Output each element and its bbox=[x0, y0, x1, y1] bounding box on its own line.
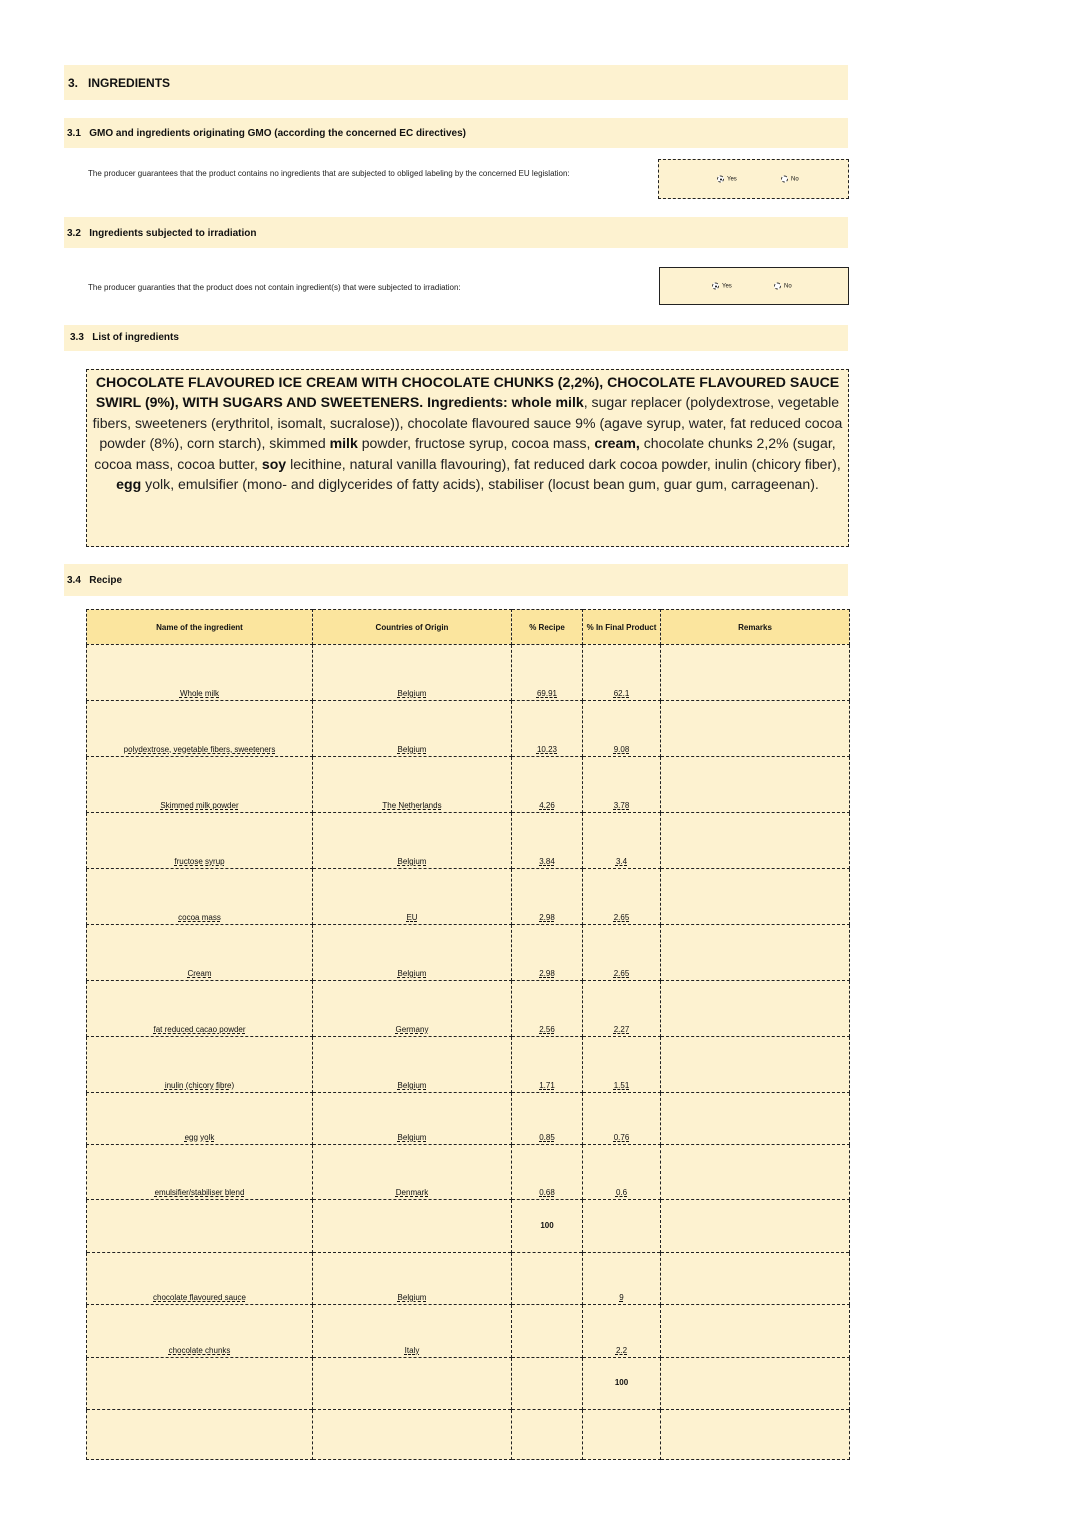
gmo-yes-option[interactable] bbox=[717, 176, 737, 183]
ingredient-name-cell bbox=[87, 1253, 313, 1305]
ingredients-list-header-band bbox=[64, 325, 848, 351]
remarks-cell bbox=[661, 869, 850, 925]
origin-cell bbox=[313, 925, 512, 981]
final-percent-cell bbox=[583, 813, 661, 869]
cell-text: fat reduced cacao powder bbox=[153, 1025, 246, 1034]
gmo-number: 3.1 bbox=[67, 128, 81, 139]
cell-text: 0.6 bbox=[615, 1188, 628, 1197]
remarks-cell bbox=[661, 1037, 850, 1093]
final-percent-cell bbox=[583, 1200, 661, 1253]
gmo-no-option[interactable] bbox=[781, 176, 799, 183]
cell-text: Belgium bbox=[397, 969, 427, 978]
recipe-percent-cell bbox=[512, 869, 583, 925]
cell-text: Belgium bbox=[397, 689, 427, 698]
final-percent-cell bbox=[583, 701, 661, 757]
ingredient-name-cell bbox=[87, 1305, 313, 1358]
ingredient-bold-text: soy bbox=[261, 455, 287, 472]
cell-text: Denmark bbox=[395, 1188, 429, 1197]
table-row bbox=[87, 869, 850, 925]
cell-text: Germany bbox=[395, 1025, 429, 1034]
gmo-yes-label: Yes bbox=[727, 176, 737, 182]
ingredient-bold-text: milk bbox=[329, 435, 358, 452]
ingredient-name-cell bbox=[87, 1145, 313, 1200]
table-row bbox=[87, 1253, 850, 1305]
ingredient-text: powder, fructose syrup, cocoa mass, bbox=[357, 435, 595, 452]
ingredient-bold-text: egg bbox=[116, 476, 142, 493]
recipe-table bbox=[86, 609, 850, 1460]
table-row bbox=[87, 1305, 850, 1358]
ingredient-text: , sugar replacer (polydextrose, vegetable fibers, sweeteners (erythritol, isomalt, sucralose)), chocolate flavoured sauce 9% (agave syrup, water, fat reduced cocoa powder (8%), corn starch), skimmed bbox=[92, 394, 843, 452]
irradiation-title bbox=[67, 228, 257, 239]
recipe-title-text: Recipe bbox=[89, 575, 123, 586]
origin-cell bbox=[313, 813, 512, 869]
cell-text: chocolate flavoured sauce bbox=[153, 1293, 246, 1302]
ingredient-name-cell bbox=[87, 645, 313, 701]
ingredient-bold-text: CHOCOLATE FLAVOURED ICE CREAM WITH CHOCOLATE CHUNKS (2,2%), CHOCOLATE FLAVOURED SAUCE SWIRL (9%), WITH SUGARS AND SWEETENERS. Ingredients: whole milk bbox=[95, 374, 840, 411]
recipe-header-row bbox=[87, 610, 850, 645]
cell-text: 2.65 bbox=[613, 913, 630, 922]
cell-text: 69.91 bbox=[536, 689, 558, 698]
cell-text: Belgium bbox=[397, 745, 427, 754]
table-row bbox=[87, 813, 850, 869]
gmo-radio-group bbox=[658, 159, 849, 199]
origin-cell bbox=[313, 1253, 512, 1305]
cell-text: emulsifier/stabiliser blend bbox=[154, 1188, 245, 1197]
cell-text: 0.68 bbox=[539, 1188, 555, 1197]
cell-text: 2.98 bbox=[539, 913, 555, 922]
cell-text: Belgium bbox=[397, 857, 427, 866]
recipe-percent-cell bbox=[512, 925, 583, 981]
radio-selected-icon[interactable] bbox=[712, 283, 719, 290]
irradiation-radio-group bbox=[659, 267, 849, 305]
origin-cell bbox=[313, 645, 512, 701]
remarks-cell bbox=[661, 1253, 850, 1305]
ingredient-name-cell bbox=[87, 981, 313, 1037]
gmo-title-text: GMO and ingredients originating GMO (according the concerned EC directives) bbox=[89, 128, 466, 139]
section-header-band bbox=[64, 65, 848, 100]
cell-text: chocolate chunks bbox=[168, 1346, 231, 1355]
remarks-cell bbox=[661, 925, 850, 981]
table-row bbox=[87, 645, 850, 701]
final-percent-cell bbox=[583, 981, 661, 1037]
recipe-percent-cell bbox=[512, 1093, 583, 1145]
cell-text: 0.76 bbox=[613, 1133, 630, 1142]
origin-cell bbox=[313, 1358, 512, 1410]
ingredient-name-cell bbox=[87, 813, 313, 869]
recipe-percent-cell bbox=[512, 1037, 583, 1093]
recipe-number: 3.4 bbox=[67, 575, 81, 586]
column-header-remarks: Remarks bbox=[661, 610, 850, 645]
ingredient-name-cell bbox=[87, 1093, 313, 1145]
cell-text: Cream bbox=[187, 969, 212, 978]
cell-text: Whole milk bbox=[179, 689, 220, 698]
radio-unselected-icon[interactable] bbox=[781, 176, 788, 183]
origin-cell bbox=[313, 869, 512, 925]
column-header-name: Name of the ingredient bbox=[87, 610, 313, 645]
cell-text: 3.78 bbox=[613, 801, 630, 810]
table-row bbox=[87, 701, 850, 757]
ingredients-list-number: 3.3 bbox=[70, 332, 84, 343]
column-header-final-percent: % In Final Product bbox=[583, 610, 661, 645]
radio-unselected-icon[interactable] bbox=[774, 283, 781, 290]
cell-text: egg yolk bbox=[184, 1133, 215, 1142]
final-percent-cell bbox=[583, 1145, 661, 1200]
cell-text: 2.56 bbox=[539, 1025, 555, 1034]
cell-text: 4.26 bbox=[539, 801, 555, 810]
cell-text: 100 bbox=[614, 1378, 629, 1387]
final-percent-cell bbox=[583, 1253, 661, 1305]
ingredient-name-cell bbox=[87, 1410, 313, 1460]
origin-cell bbox=[313, 1145, 512, 1200]
cell-text: 2.98 bbox=[539, 969, 555, 978]
recipe-percent-cell bbox=[512, 701, 583, 757]
cell-text: 1.71 bbox=[539, 1081, 555, 1090]
irradiation-statement: The producer guaranties that the product does not contain ingredient(s) that were subjected to irradiation: bbox=[88, 283, 461, 292]
irradiation-no-label: No bbox=[784, 283, 792, 289]
cell-text: Skimmed milk powder bbox=[160, 801, 239, 810]
origin-cell bbox=[313, 1037, 512, 1093]
cell-text: 10.23 bbox=[536, 745, 558, 754]
origin-cell bbox=[313, 701, 512, 757]
remarks-cell bbox=[661, 1093, 850, 1145]
final-percent-cell bbox=[583, 1037, 661, 1093]
origin-cell bbox=[313, 757, 512, 813]
origin-cell bbox=[313, 981, 512, 1037]
section-title-text: INGREDIENTS bbox=[88, 76, 171, 90]
cell-text: Belgium bbox=[397, 1081, 427, 1090]
empty-row bbox=[87, 1410, 850, 1460]
origin-cell bbox=[313, 1200, 512, 1253]
cell-text: 0.85 bbox=[539, 1133, 555, 1142]
cell-text: Belgium bbox=[397, 1133, 427, 1142]
column-header-recipe-percent: % Recipe bbox=[512, 610, 583, 645]
cell-text: The Netherlands bbox=[382, 801, 442, 810]
recipe-percent-cell bbox=[512, 1253, 583, 1305]
ingredient-bold-text: cream, bbox=[594, 435, 640, 452]
cell-text: fructose syrup bbox=[174, 857, 225, 866]
origin-cell bbox=[313, 1305, 512, 1358]
recipe-title bbox=[67, 575, 122, 586]
remarks-cell bbox=[661, 1410, 850, 1460]
irradiation-no-option[interactable] bbox=[774, 283, 792, 290]
remarks-cell bbox=[661, 1305, 850, 1358]
recipe-percent-cell bbox=[512, 1305, 583, 1358]
recipe-percent-cell bbox=[512, 813, 583, 869]
cell-text: 1.51 bbox=[613, 1081, 630, 1090]
remarks-cell bbox=[661, 1358, 850, 1410]
section-number: 3. bbox=[68, 76, 79, 90]
remarks-cell bbox=[661, 757, 850, 813]
cell-text: 2.27 bbox=[613, 1025, 630, 1034]
recipe-percent-cell bbox=[512, 1145, 583, 1200]
radio-selected-icon[interactable] bbox=[717, 176, 724, 183]
ingredients-list-title-text: List of ingredients bbox=[92, 332, 179, 343]
irradiation-yes-option[interactable] bbox=[712, 283, 732, 290]
section-title bbox=[68, 76, 170, 90]
recipe-percent-cell bbox=[512, 645, 583, 701]
cell-text: Italy bbox=[404, 1346, 420, 1355]
table-row bbox=[87, 925, 850, 981]
origin-cell bbox=[313, 1410, 512, 1460]
ingredient-text: chocolate chunks 2,2% (sugar, cocoa mass, cocoa butter, bbox=[94, 435, 836, 472]
cell-text: inulin (chicory fibre) bbox=[164, 1081, 235, 1090]
column-header-origin: Countries of Origin bbox=[313, 610, 512, 645]
origin-cell bbox=[313, 1093, 512, 1145]
table-row bbox=[87, 1093, 850, 1145]
recipe-percent-cell bbox=[512, 757, 583, 813]
cell-text: 9 bbox=[619, 1293, 624, 1302]
ingredient-name-cell bbox=[87, 869, 313, 925]
cell-text: Belgium bbox=[397, 1293, 427, 1302]
total-row bbox=[87, 1358, 850, 1410]
ingredient-text: yolk, emulsifier (mono- and diglycerides of fatty acids), stabiliser (locust bean gum, guar gum, carrageenan). bbox=[141, 476, 819, 493]
irradiation-number: 3.2 bbox=[67, 228, 81, 239]
recipe-percent-cell bbox=[512, 981, 583, 1037]
final-percent-cell bbox=[583, 925, 661, 981]
cell-text: polydextrose, vegetable fibers, sweeteners bbox=[123, 745, 276, 754]
cell-text: cocoa mass bbox=[178, 913, 221, 922]
ingredient-name-cell bbox=[87, 1037, 313, 1093]
table-row bbox=[87, 1037, 850, 1093]
cell-text: 2.65 bbox=[613, 969, 630, 978]
ingredient-name-cell bbox=[87, 757, 313, 813]
final-percent-cell bbox=[583, 1093, 661, 1145]
irradiation-title-text: Ingredients subjected to irradiation bbox=[89, 228, 257, 239]
ingredients-list-title bbox=[70, 332, 179, 343]
final-percent-cell bbox=[583, 869, 661, 925]
total-row bbox=[87, 1200, 850, 1253]
cell-text: 2.2 bbox=[615, 1346, 628, 1355]
cell-text: 62.1 bbox=[613, 689, 630, 698]
final-percent-cell bbox=[583, 1410, 661, 1460]
ingredient-name-cell bbox=[87, 701, 313, 757]
remarks-cell bbox=[661, 1200, 850, 1253]
final-percent-cell bbox=[583, 1305, 661, 1358]
remarks-cell bbox=[661, 701, 850, 757]
remarks-cell bbox=[661, 1145, 850, 1200]
remarks-cell bbox=[661, 645, 850, 701]
gmo-no-label: No bbox=[791, 176, 799, 182]
recipe-percent-cell bbox=[512, 1358, 583, 1410]
table-row bbox=[87, 757, 850, 813]
table-row bbox=[87, 981, 850, 1037]
gmo-title bbox=[67, 128, 466, 139]
cell-text: 3.84 bbox=[539, 857, 555, 866]
ingredient-name-cell bbox=[87, 1200, 313, 1253]
final-percent-cell bbox=[583, 757, 661, 813]
remarks-cell bbox=[661, 813, 850, 869]
final-percent-cell bbox=[583, 1358, 661, 1410]
table-row bbox=[87, 1145, 850, 1200]
irradiation-yes-label: Yes bbox=[722, 283, 732, 289]
ingredient-text: lecithine, natural vanilla flavouring), fat reduced dark cocoa powder, inulin (chicory fiber), bbox=[286, 455, 841, 472]
recipe-percent-cell bbox=[512, 1200, 583, 1253]
final-percent-cell bbox=[583, 645, 661, 701]
recipe-header-band bbox=[64, 564, 848, 596]
cell-text: EU bbox=[406, 913, 418, 922]
ingredients-list-text bbox=[86, 369, 849, 547]
recipe-percent-cell bbox=[512, 1410, 583, 1460]
cell-text: 9.08 bbox=[613, 745, 630, 754]
ingredient-name-cell bbox=[87, 925, 313, 981]
gmo-statement: The producer guarantees that the product contains no ingredients that are subjected to obliged labeling by the concerned EU legislation: bbox=[88, 169, 570, 178]
cell-text: 3.4 bbox=[615, 857, 628, 866]
cell-text: 100 bbox=[540, 1220, 554, 1230]
remarks-cell bbox=[661, 981, 850, 1037]
ingredient-name-cell bbox=[87, 1358, 313, 1410]
